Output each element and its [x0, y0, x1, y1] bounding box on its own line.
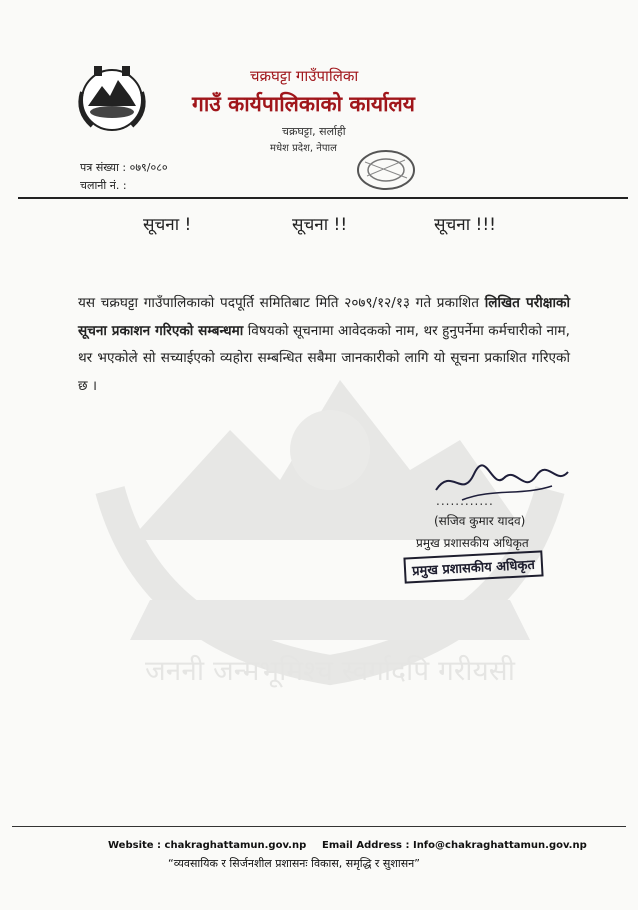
footer-website[interactable]: Website : chakraghattamun.gov.np [108, 840, 307, 851]
office-stamp-icon [355, 148, 417, 192]
body-text-bold: लिखित परीक्षाको सूचना प्रकाशन गरिएको सम्बन्धमा [78, 295, 571, 339]
signatory-name: (सजिव कुमार यादव) [434, 514, 526, 528]
notice-heading-2: सूचना !! [292, 215, 348, 235]
title-stamp: प्रमुख प्रशासकीय अधिकृत [403, 550, 543, 583]
body-text-part1: यस चक्रघट्टा गाउँपालिकाको पदपूर्ति समितिबाट मिति २०७९/१२/१३ गते प्रकाशित [78, 295, 485, 311]
office-address: चक्रघट्टा, सर्लाही [282, 125, 346, 138]
notice-heading-1: सूचना ! [143, 215, 192, 235]
nepal-emblem-icon [72, 62, 152, 134]
body-text-part2: विषयको सूचनामा आवेदकको नाम, थर हुनुपर्नेमा कर्मचारीको नाम, थर भएकोले सो सच्याईएको व्यहोरा सम्बन्धित सबैमा जानकारीको लागि यो सूचना प्रकाशित गरिएको छ । [78, 322, 570, 394]
notice-heading-3: सूचना !!! [434, 215, 496, 235]
dispatch-number: चलानी नं. : [80, 179, 127, 192]
header-divider [18, 197, 628, 199]
letter-number: पत्र संख्या : ०७९/०८० [80, 161, 168, 174]
watermark-motto: जननी जन्मभूमिश्च स्वर्गादपि गरीयसी [145, 654, 515, 687]
footer-divider [12, 826, 626, 827]
office-name: गाउँ कार्यपालिकाको कार्यालय [192, 92, 415, 116]
signature-line: ............ [436, 494, 494, 508]
notice-body [78, 290, 570, 400]
footer-email[interactable]: Email Address : Info@chakraghattamun.gov.np [322, 840, 587, 851]
municipality-name: चक्रघट्टा गाउँपालिका [250, 67, 359, 85]
signatory-title: प्रमुख प्रशासकीय अधिकृत [416, 536, 529, 550]
footer-slogan: “व्यवसायिक र सिर्जनशील प्रशासनः विकास, समृद्धि र सुशासन” [168, 857, 420, 870]
office-province: मधेश प्रदेश, नेपाल [270, 143, 337, 154]
